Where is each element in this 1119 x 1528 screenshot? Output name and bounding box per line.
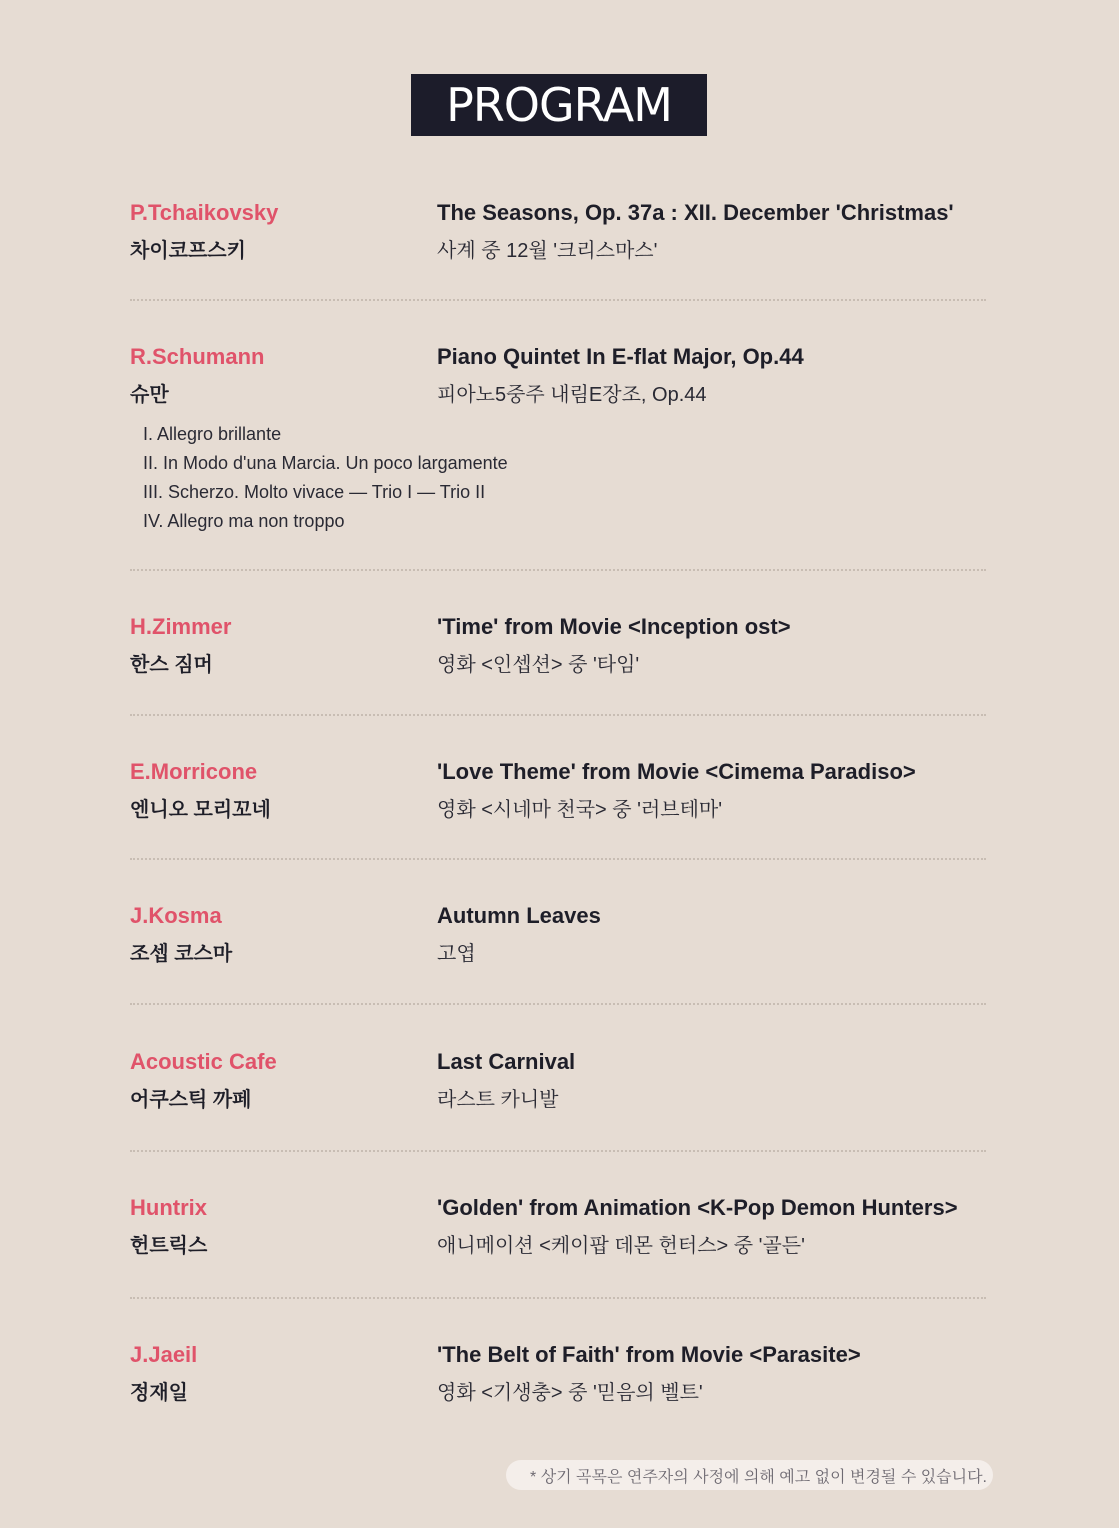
divider [130, 1297, 986, 1299]
work-title-ko: 고엽 [437, 943, 476, 965]
composer-name-en: P.Tchaikovsky [130, 200, 279, 225]
work-title-ko: 피아노5중주 내림E장조, Op.44 [437, 384, 707, 406]
work-title-en: 'Time' from Movie <Inception ost> [437, 614, 791, 639]
divider [130, 1003, 986, 1005]
composer-name-en: J.Jaeil [130, 1342, 198, 1367]
divider [130, 714, 986, 716]
divider [130, 569, 986, 571]
footnote: * 상기 곡목은 연주자의 사정에 의해 예고 없이 변경될 수 있습니다. [506, 1460, 993, 1490]
work-title-en: 'Love Theme' from Movie <Cimema Paradiso> [437, 759, 916, 784]
composer-name-ko: 정재일 [130, 1382, 188, 1404]
page-title: PROGRAM [446, 78, 672, 132]
composer-name-ko: 헌트릭스 [130, 1235, 208, 1257]
movement-item: IV. Allegro ma non troppo [143, 511, 345, 531]
program-title-box [411, 74, 707, 136]
composer-name-ko: 엔니오 모리꼬네 [130, 799, 271, 821]
movement-item: I. Allegro brillante [143, 424, 282, 444]
work-title-ko: 사계 중 12월 '크리스마스' [437, 240, 658, 262]
divider [130, 299, 986, 301]
divider [130, 858, 986, 860]
composer-name-en: J.Kosma [130, 903, 222, 928]
work-title-ko: 애니메이션 <케이팝 데몬 헌터스> 중 '골든' [437, 1235, 805, 1257]
composer-name-en: E.Morricone [130, 759, 258, 784]
composer-name-ko: 어쿠스틱 까페 [130, 1089, 252, 1111]
work-title-ko: 영화 <인셉션> 중 '타임' [437, 654, 640, 676]
work-title-en: Piano Quintet In E-flat Major, Op.44 [437, 344, 804, 369]
movement-list [143, 420, 508, 536]
composer-name-en: Huntrix [130, 1195, 207, 1220]
work-title-en: Last Carnival [437, 1049, 576, 1074]
composer-name-ko: 슈만 [130, 384, 169, 406]
composer-name-en: R.Schumann [130, 344, 265, 369]
work-title-en: The Seasons, Op. 37a : XII. December 'Christmas' [437, 200, 954, 225]
composer-name-ko: 조셉 코스마 [130, 943, 233, 965]
work-title-en: Autumn Leaves [437, 903, 601, 928]
composer-name-en: H.Zimmer [130, 614, 232, 639]
composer-name-ko: 한스 짐머 [130, 654, 213, 676]
work-title-ko: 라스트 카니발 [437, 1089, 559, 1111]
work-title-ko: 영화 <기생충> 중 '믿음의 벨트' [437, 1382, 703, 1404]
composer-name-en: Acoustic Cafe [130, 1049, 277, 1074]
composer-name-ko: 차이코프스키 [130, 240, 246, 262]
work-title-ko: 영화 <시네마 천국> 중 '러브테마' [437, 799, 723, 821]
work-title-en: 'Golden' from Animation <K-Pop Demon Hunters> [437, 1195, 958, 1220]
movement-item: II. In Modo d'una Marcia. Un poco largamente [143, 453, 508, 473]
movement-item: III. Scherzo. Molto vivace — Trio I — Trio II [143, 482, 486, 502]
divider [130, 1150, 986, 1152]
work-title-en: 'The Belt of Faith' from Movie <Parasite> [437, 1342, 861, 1367]
